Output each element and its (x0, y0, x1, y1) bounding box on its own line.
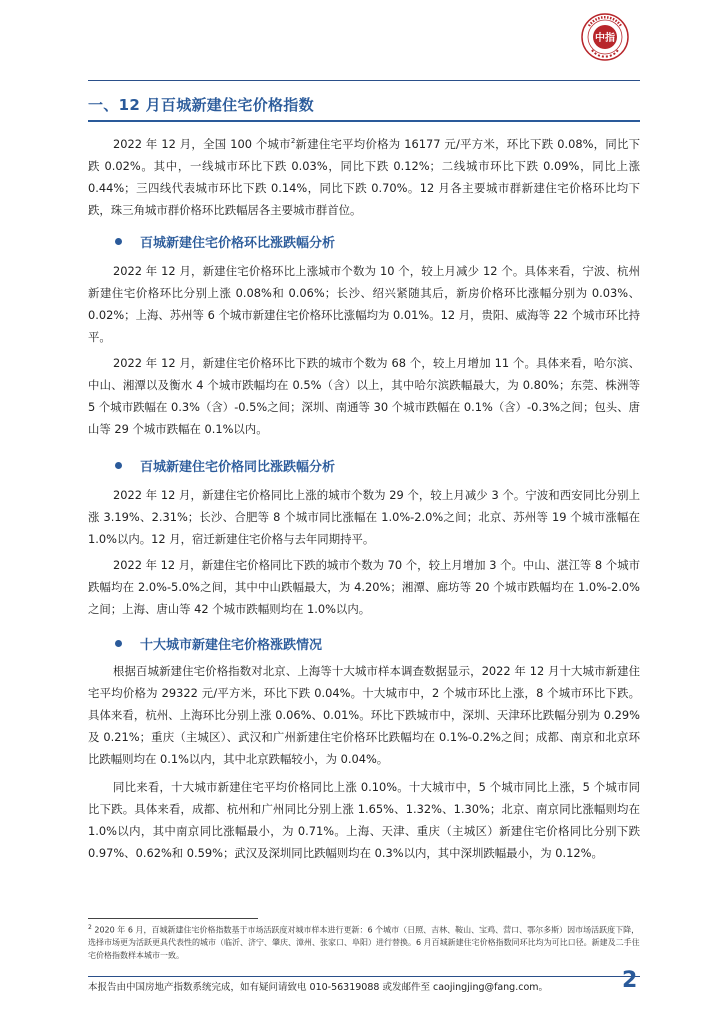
page-number: 2 (622, 968, 638, 993)
section-title-rule (88, 120, 640, 122)
intro-text-b: 新建住宅平均价格为 16177 元/平方米，环比下跌 0.08%，同比下跌 0.02%。其中，一线城市环比下跌 0.03%，同比下跌 0.12%；二线城市环比下跌 0.09%，同比上涨 0.44%；三四线代表城市环比下跌 0.14%，同比下跌 0.70%。12 月各主要城市群新建住宅价格环比均下跌，珠三角城市群价格环比跌幅居各主要城市群首位。 (88, 136, 641, 217)
logo-icon (580, 12, 630, 62)
header-rule (88, 80, 640, 81)
subsection-title-top10: 十大城市新建住宅价格涨跌情况 (115, 634, 635, 653)
footer-text: 本报告由中国房地产指数系统完成，如有疑问请致电 010-56319088 或发邮件至 caojingjing@fang.com。 (88, 982, 549, 993)
intro-paragraph (88, 130, 640, 221)
footnote-rule (88, 918, 258, 919)
paragraph: 同比来看，十大城市新建住宅平均价格同比上涨 0.10%。十大城市中，5 个城市同比上涨，5 个城市同比下跌。具体来看，成都、杭州和广州同比分别上涨 1.65%、1.32%、1.30%；北京、南京同比涨幅则均在 1.0%以内，其中南京同比涨幅最小，为 0.71%。上海、天津、重庆（主城区）新建住宅价格同比分别下跌 0.97%、0.62%和 0.59%；武汉及深圳同比跌幅则均在 0.3%以内，其中深圳跌幅最小，为 0.12%。 (88, 780, 640, 860)
footnote-ref[interactable]: 2 (290, 137, 296, 145)
paragraph: 2022 年 12 月，新建住宅价格同比上涨的城市个数为 29 个，较上月减少 3 个。宁波和西安同比分别上涨 3.19%、2.31%；长沙、合肥等 8 个城市同比涨幅在 1.0%-2.0%之间；北京、苏州等 19 个城市涨幅在 1.0%以内。12 月，宿迁新建住宅价格与去年同期持平。 (88, 488, 640, 546)
footer-rule (88, 976, 640, 977)
section-title: 一、12 月百城新建住宅价格指数 (88, 96, 314, 114)
bullet-icon (115, 640, 122, 647)
paragraph: 根据百城新建住宅价格指数对北京、上海等十大城市样本调查数据显示，2022 年 12 月十大城市新建住宅平均价格为 29322 元/平方米，环比下跌 0.04%。十大城市中，2 个城市环比上涨，8 个城市环比下跌。具体来看，杭州、上海环比分别上涨 0.06%、0.01%。环比下跌城市中，深圳、天津环比跌幅分别为 0.29%及 0.21%；重庆（主城区）、武汉和广州新建住宅价格环比跌幅均在 0.1%-0.2%之间；成都、南京和北京环比跌幅则均在 0.1%以内，其中北京跌幅较小，为 0.04%。 (88, 664, 640, 766)
paragraph: 2022 年 12 月，新建住宅价格环比下跌的城市个数为 68 个，较上月增加 11 个。具体来看，哈尔滨、中山、湘潭以及衡水 4 个城市跌幅均在 0.5%（含）以上，其中哈尔滨跌幅最大，为 0.80%；东莞、株洲等 5 个城市跌幅在 0.3%（含）-0.5%之间；深圳、南通等 30 个城市跌幅在 0.1%（含）-0.3%之间；包头、唐山等 29 个城市跌幅在 0.1%以内。 (88, 356, 640, 436)
paragraph: 2022 年 12 月，新建住宅价格环比上涨城市个数为 10 个，较上月减少 12 个。具体来看，宁波、杭州新建住宅价格环比分别上涨 0.08%和 0.06%；长沙、绍兴紧随其后，新房价格环比涨幅分别为 0.03%、0.02%；上海、苏州等 6 个城市新建住宅价格环比涨幅均为 0.01%。12 月，贵阳、威海等 22 个城市环比持平。 (88, 264, 640, 344)
footnote (88, 922, 640, 962)
bullet-icon (115, 462, 122, 469)
paragraph: 2022 年 12 月，新建住宅价格同比下跌的城市个数为 70 个，较上月增加 3 个。中山、湛江等 8 个城市跌幅均在 2.0%-5.0%之间，其中中山跌幅最大，为 4.20%；湘潭、廊坊等 20 个城市跌幅均在 1.0%-2.0%之间；上海、唐山等 42 个城市跌幅则均在 1.0%以内。 (88, 558, 640, 616)
subsection-title-mom: 百城新建住宅价格环比涨跌幅分析 (115, 232, 635, 251)
subsection-title-yoy: 百城新建住宅价格同比涨跌幅分析 (115, 456, 635, 475)
bullet-icon (115, 238, 122, 245)
intro-text-a: 2022 年 12 月，全国 100 个城市 (113, 136, 291, 151)
footnote-marker: 2 (88, 924, 92, 931)
footnote-text: 2020 年 6 月，百城新建住宅价格指数基于市场活跃度对城市样本进行更新：6 个城市（日照、吉林、鞍山、宝鸡、营口、鄂尔多斯）因市场活跃度下降，选择市场更为活跃更具代表性的城市（临沂、济宁、肇庆、漳州、张家口、阜阳）进行替换。6 月百城新建住宅价格指数同环比均为可比口径。新建及二手住宅价格指数样本城市一致。 (88, 925, 640, 960)
logo-text: 中指 (595, 33, 615, 44)
